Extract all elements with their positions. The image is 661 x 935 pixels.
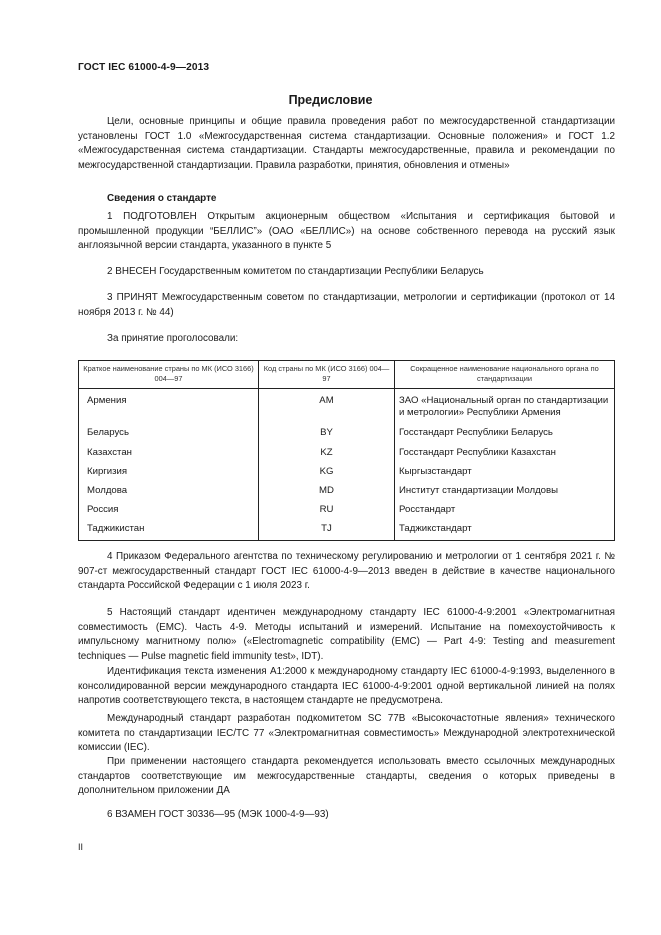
section-subtitle: Сведения о стандарте — [107, 193, 217, 204]
table-row — [79, 419, 615, 439]
table-cell-code: BY — [259, 419, 395, 439]
table-cell-country: Киргизия — [87, 465, 128, 477]
table-cell-code: RU — [259, 497, 395, 516]
table-header-row — [79, 361, 615, 389]
table-cell-body: Кыргызстандарт — [399, 465, 472, 477]
vote-intro: За принятие проголосовали: — [107, 333, 239, 344]
item-5-paragraph: 5 Настоящий стандарт идентичен международному стандарту IEC 61000-4-9:2001 «Электромагнитная совместимость (ЕМС). Часть 4-9. Методы испытаний и измерений. Испытание на помехоустойчивость к импульсному магнитному полю» («Electromagnetic compatibility (EMC) — Part 4-9: Testing and measurement techniques — Pulse magnetic field immunity test», IDT). — [78, 607, 615, 662]
table-cell-country: Казахстан — [87, 446, 132, 458]
table-cell-body: ЗАО «Национальный орган по стандартизации и метрологии» Республики Армения — [399, 395, 609, 419]
table-cell-body: Институт стандартизации Молдовы — [399, 485, 558, 497]
page-number: II — [78, 842, 84, 852]
intro-paragraph: Цели, основные принципы и общие правила проведения работ по межгосударственной стандартизации установлены ГОСТ 1.0 «Межгосударственная система стандартизации. Основные положения» и ГОСТ 1.2 «Межгосударственная система стандартизации. Стандарты межгосударственные, правила и рекомендации по межгосударственной стандартизации. Правила разработки, принятия, обновления и отмены» — [78, 116, 615, 171]
table-cell-country: Армения — [87, 395, 127, 406]
table-header-country: Краткое наименование страны по МК (ИСО 3166) 004—97 — [79, 361, 259, 389]
table-cell-country: Таджикистан — [87, 523, 145, 535]
table-header-body: Сокращенное наименование национального органа по стандартизации — [395, 361, 615, 389]
standard-code-header: ГОСТ IEC 61000-4-9—2013 — [78, 62, 210, 73]
table-cell-country: Беларусь — [87, 427, 129, 439]
item-5-application-paragraph: При применении настоящего стандарта рекомендуется использовать вместо ссылочных международных стандартов соответствующие им межгосударственные стандарты, сведения о которых приведены в дополнительном приложении ДА — [78, 756, 615, 797]
table-row — [79, 389, 615, 420]
voting-table — [78, 360, 615, 541]
page-title: Предисловие — [288, 93, 373, 107]
table-cell-code: KZ — [259, 440, 395, 459]
table-row — [79, 497, 615, 516]
table-cell-body: Росстандарт — [399, 504, 456, 516]
table-row — [79, 459, 615, 478]
item-5-identification-paragraph: Идентификация текста изменения А1:2000 к международному стандарту IEC 61000-4-9:1993, выделенного в консолидированной версии международного стандарта IEC 61000-4-9:2001 одной вертикальной линией на полях напротив соответствующего текста, в настоящем стандарте не предусмотрена. — [78, 666, 615, 707]
item-3-paragraph: 3 ПРИНЯТ Межгосударственным советом по стандартизации, метрологии и сертификации (протокол от 14 ноября 2013 г. № 44) — [78, 292, 615, 318]
item-4-paragraph: 4 Приказом Федерального агентства по техническому регулированию и метрологии от 1 сентября 2021 г. № 907-ст межгосударственный стандарт ГОСТ IEC 61000-4-9—2013 введен в действие в качестве национального стандарта Российской Федерации с 1 июля 2023 г. — [78, 551, 615, 592]
item-1-paragraph: 1 ПОДГОТОВЛЕН Открытым акционерным обществом «Испытания и сертификация бытовой и промышленной продукции “БЕЛЛИС”» (ОАО «БЕЛЛИС») на основе собственного перевода на русский язык англоязычной версии стандарта, указанного в пункте 5 — [78, 211, 615, 252]
table-cell-body: Госстандарт Республики Казахстан — [399, 446, 556, 458]
table-cell-code: KG — [259, 459, 395, 478]
table-row — [79, 516, 615, 540]
table-cell-body: Таджикстандарт — [399, 523, 472, 535]
item-6-paragraph: 6 ВЗАМЕН ГОСТ 30336—95 (МЭК 1000-4-9—93) — [107, 809, 329, 820]
item-5-developer-paragraph: Международный стандарт разработан подкомитетом SC 77B «Высокочастотные явления» технического комитета по стандартизации IEC/TC 77 «Электромагнитная совместимость» Международной электротехнической комиссии (IEC). — [78, 713, 615, 754]
table-row — [79, 478, 615, 497]
table-cell-code: MD — [259, 478, 395, 497]
table-header-code: Код страны по МК (ИСО 3166) 004—97 — [259, 361, 395, 389]
table-cell-code: TJ — [259, 516, 395, 540]
table-row — [79, 440, 615, 459]
table-cell-country: Молдова — [87, 485, 128, 497]
item-2-paragraph: 2 ВНЕСЕН Государственным комитетом по стандартизации Республики Беларусь — [107, 266, 484, 277]
table-cell-code: AM — [259, 389, 395, 420]
table-cell-country: Россия — [87, 504, 119, 516]
table-cell-body: Госстандарт Республики Беларусь — [399, 427, 553, 439]
